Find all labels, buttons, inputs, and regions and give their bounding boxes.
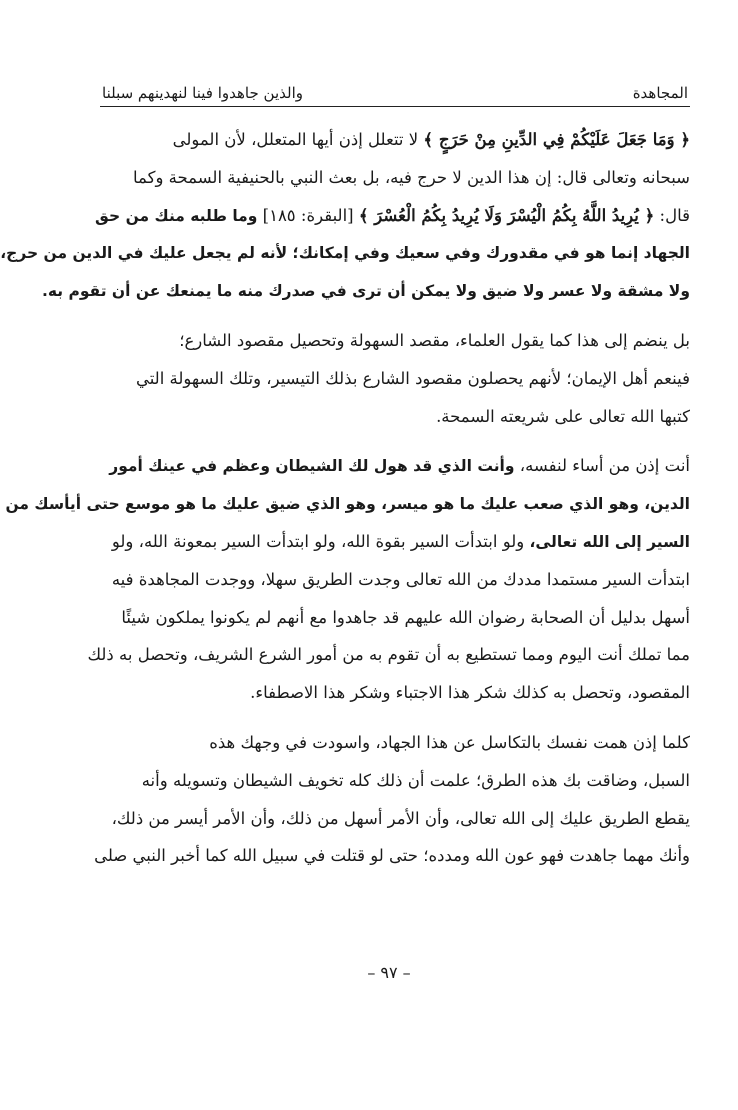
text-run: المقصود، وتحصل به كذلك شكر هذا الاجتباء وشكر هذا الاصطفاء. <box>250 683 690 703</box>
text-line <box>87 636 690 674</box>
text-line <box>94 837 690 875</box>
text-line <box>41 272 690 310</box>
paragraph-gap <box>100 435 690 447</box>
body-text <box>0 121 690 875</box>
header-book-title: والذين جاهدوا فينا لنهدينهم سبلنا <box>102 84 303 102</box>
emphasis-text: وأنت الذي قد هول لك الشيطان وعظم في عينك أمور <box>109 457 515 476</box>
text-run: ولو ابتدأت السير بقوة الله، ولو ابتدأت السير بمعونة الله، ولو <box>111 531 530 551</box>
text-line <box>95 197 690 235</box>
text-run: مما تملك أنت اليوم ومما تستطيع به أن تقوم به من أمور الشرع الشريف، وتحصل به ذلك <box>87 645 690 665</box>
header-rule <box>100 106 690 107</box>
text-run: سبحانه وتعالى قال: إن هذا الدين لا حرج فيه، بل بعث النبي بالحنيفية السمحة وكما <box>133 167 690 187</box>
text-run: كلما إذن همت نفسك بالتكاسل عن هذا الجهاد، واسودت في وجهك هذه <box>209 732 690 752</box>
text-line <box>5 485 690 523</box>
text-line <box>100 360 690 398</box>
text-run: بل ينضم إلى هذا كما يقول العلماء، مقصد السهولة وتحصيل مقصود الشارع؛ <box>179 330 690 350</box>
paragraph <box>94 724 690 875</box>
emphasis-text: وما طلبه منك من حق <box>95 206 258 225</box>
page-number: – ٩٧ – <box>367 963 411 982</box>
text-line <box>100 398 690 436</box>
paragraph <box>0 121 690 310</box>
paragraph-gap <box>100 310 690 322</box>
text-line <box>100 447 690 485</box>
paragraph <box>100 322 690 435</box>
text-line <box>0 234 690 272</box>
emphasis-text: السير إلى الله تعالى، <box>529 532 690 551</box>
text-run: ابتدأت السير مستمدا مددك من الله تعالى وجدت الطريق سهلا، ووجدت المجاهدة فيه <box>111 569 690 589</box>
text-line <box>100 762 690 800</box>
text-run: السبل، وضاقت بك هذه الطرق؛ علمت أن ذلك كله تخويف الشيطان وتسويله وأنه <box>141 770 690 790</box>
text-line <box>100 674 690 712</box>
text-run: يقطع الطريق عليك إلى الله تعالى، وأن الأمر أسهل من ذلك، وأن الأمر أيسر من ذلك، <box>111 808 690 828</box>
text-run: أسهل بدليل أن الصحابة رضوان الله عليهم قد جاهدوا مع أنهم لم يكونوا يملكون شيئًا <box>121 607 690 627</box>
text-run: قال: <box>654 205 690 225</box>
text-run: فينعم أهل الإيمان؛ لأنهم يحصلون مقصود الشارع بذلك التيسير، وتلك السهولة التي <box>135 368 690 388</box>
text-run: [البقرة: ١٨٥] <box>257 205 359 225</box>
quran-verse: ﴿ وَمَا جَعَلَ عَلَيْكُمْ فِي الدِّينِ مِنْ حَرَجٍ ﴾ <box>423 130 690 149</box>
text-line <box>100 121 690 159</box>
text-line <box>100 800 690 838</box>
paragraph <box>5 447 690 712</box>
text-line <box>100 322 690 360</box>
text-run: كتبها الله تعالى على شريعته السمحة. <box>436 406 690 426</box>
emphasis-text: الدين، وهو الذي صعب عليك ما هو ميسر، وهو الذي ضيق عليك ما هو موسع حتى أيأسك من <box>5 495 690 514</box>
emphasis-text: الجهاد إنما هو في مقدورك وفي سعيك وفي إمكانك؛ لأنه لم يجعل عليك في الدين من حرج، <box>0 244 690 263</box>
text-run: لا تتعلل إذن أيها المتعلل، لأن المولى <box>172 130 424 149</box>
text-run: وأنك مهما جاهدت فهو عون الله ومدده؛ حتى لو قتلت في سبيل الله كما أخبر النبي صلى <box>94 846 690 866</box>
paragraph-gap <box>100 712 690 724</box>
text-line <box>100 599 690 637</box>
running-header <box>100 78 690 106</box>
text-run: أنت إذن من أساء لنفسه، <box>514 456 690 476</box>
text-line <box>100 561 690 599</box>
page <box>0 78 690 875</box>
text-line <box>100 724 690 762</box>
text-line <box>100 523 690 561</box>
header-chapter-title: المجاهدة <box>632 84 688 102</box>
quran-verse: ﴿ يُرِيدُ اللَّهُ بِكُمُ الْيُسْرَ وَلَا يُرِيدُ بِكُمُ الْعُسْرَ ﴾ <box>358 205 655 225</box>
emphasis-text: ولا مشقة ولا عسر ولا ضيق ولا يمكن أن ترى في صدرك منه ما يمنعك عن أن تقوم به. <box>41 282 690 301</box>
text-line <box>100 159 690 197</box>
